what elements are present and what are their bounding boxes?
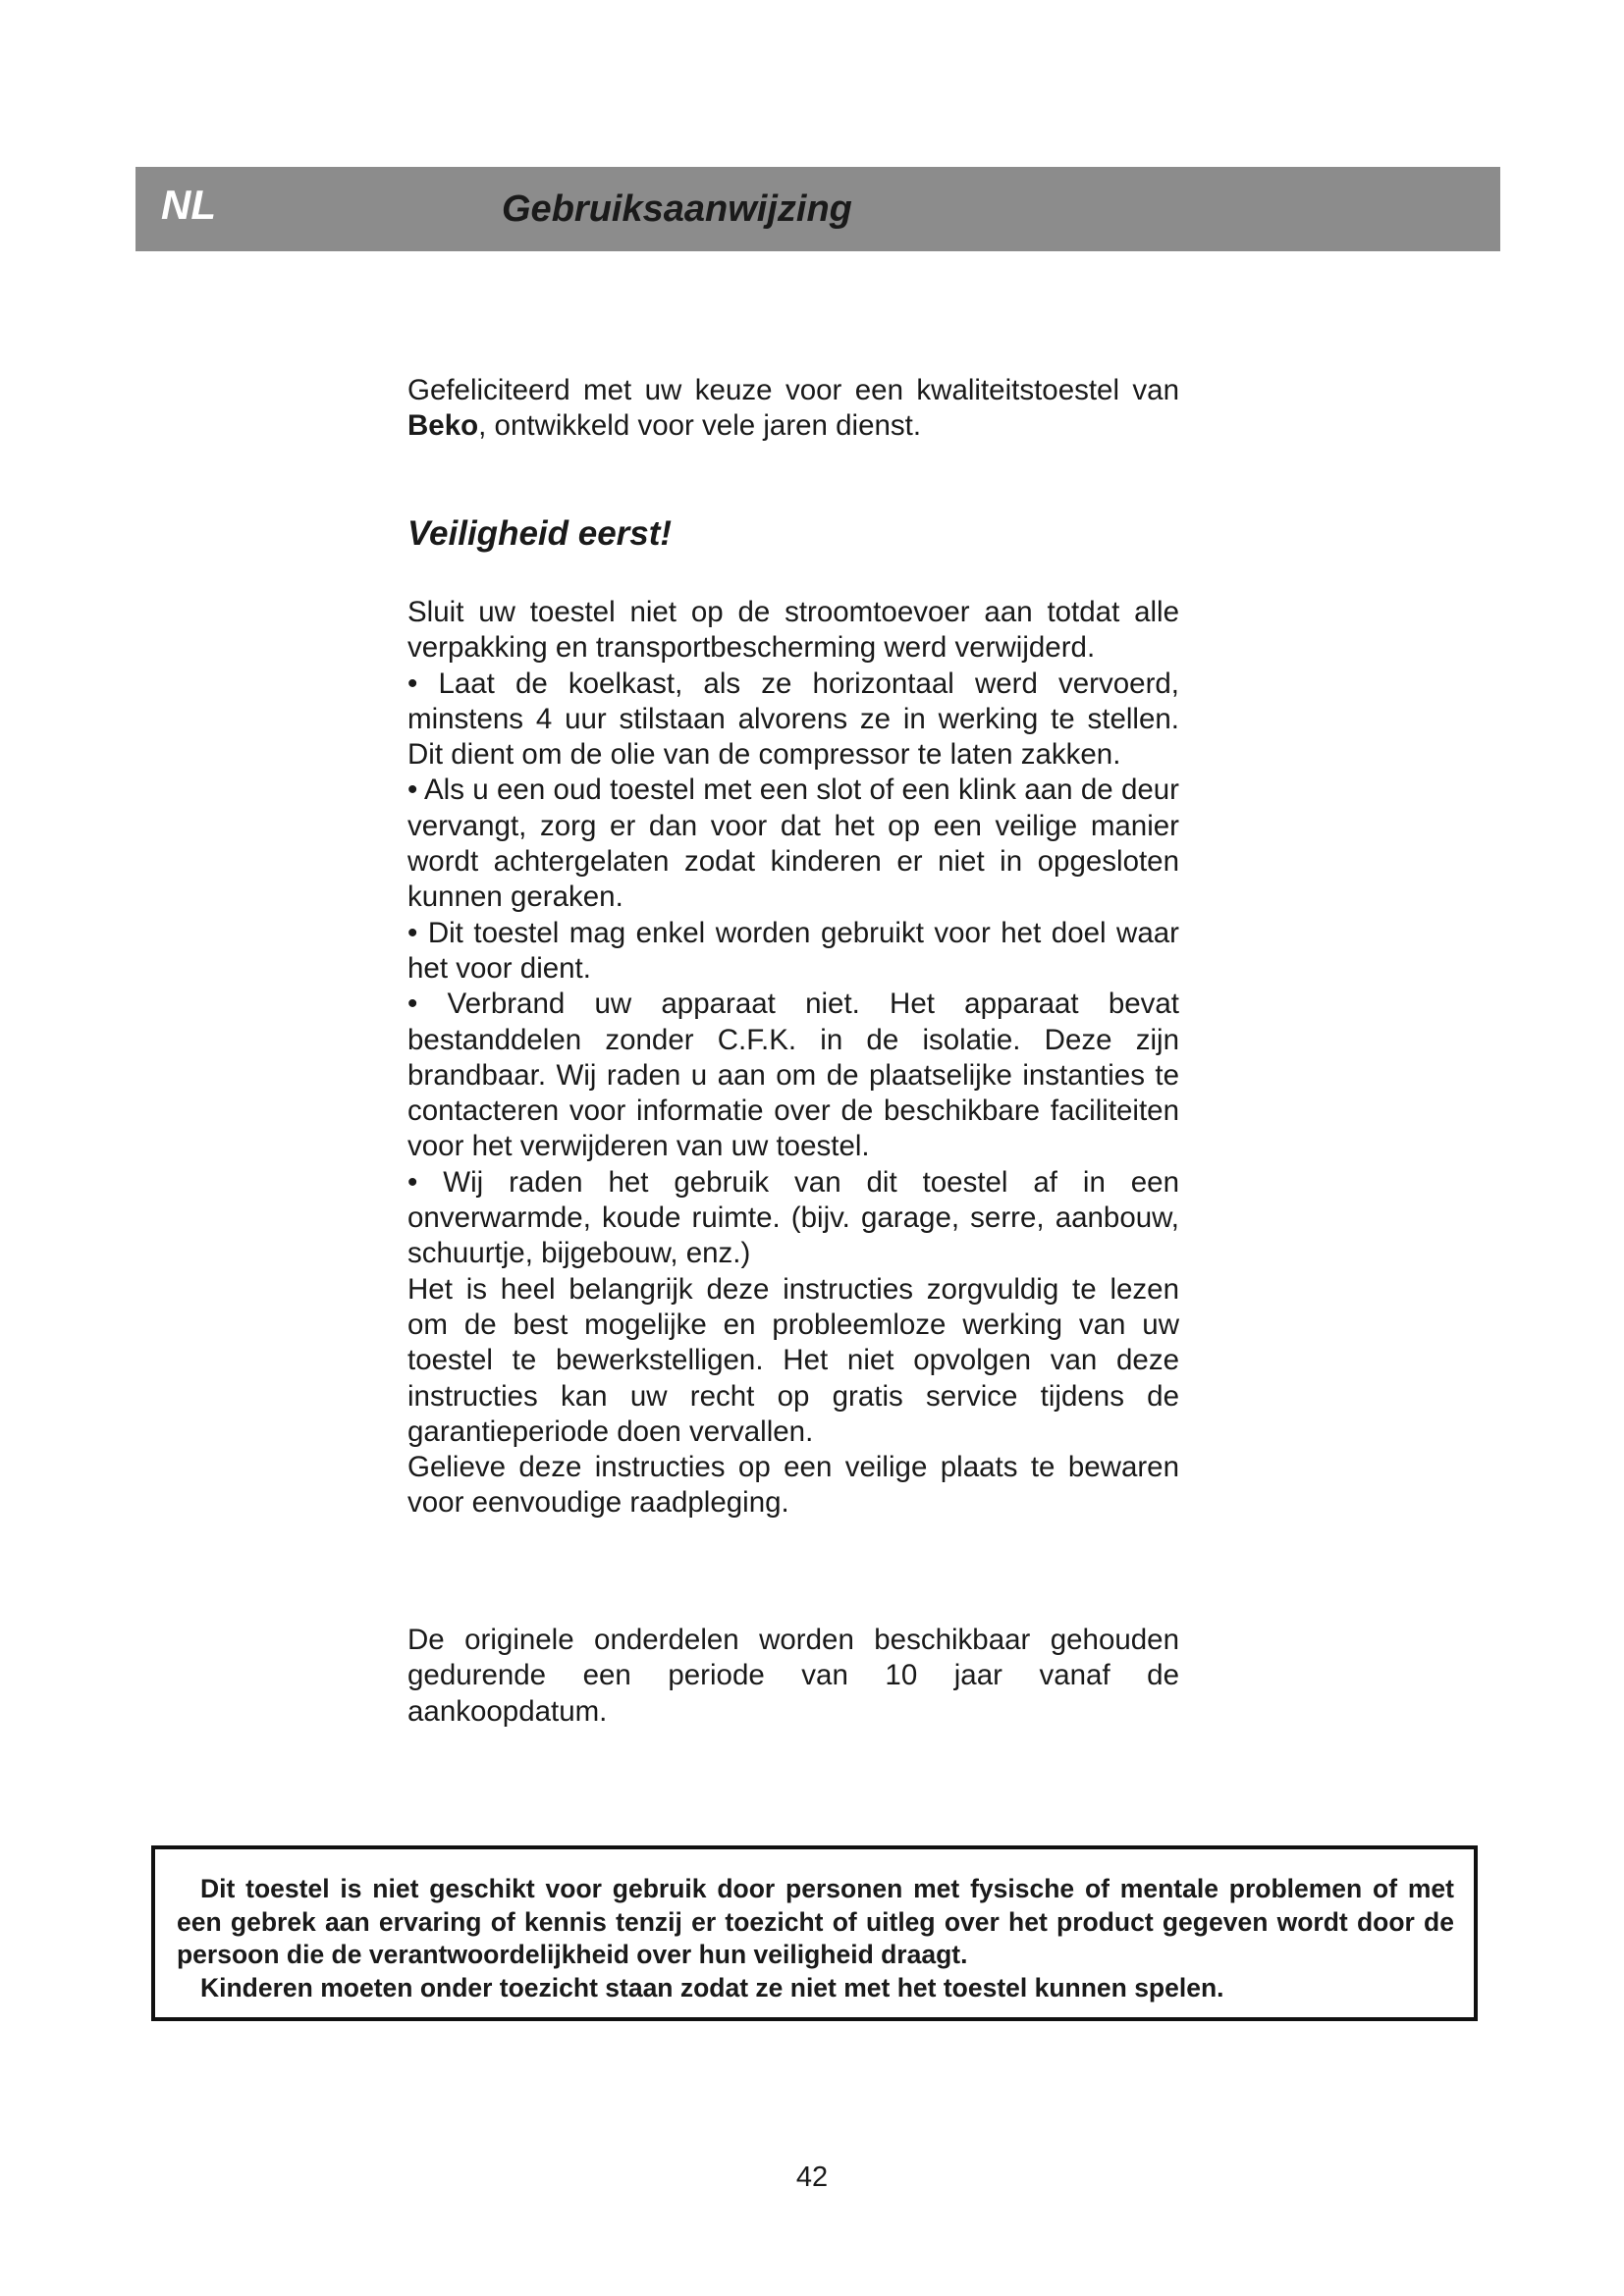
- storage-paragraph: Gelieve deze instructies op een veilige plaats te bewaren voor eenvoudige raadpleging.: [407, 1451, 1179, 1520]
- safety-bullet: • Dit toestel mag enkel worden gebruikt voor het doel waar het voor dient.: [407, 916, 1179, 985]
- intro-text-before: Gefeliciteerd met uw keuze voor een kwaliteitstoestel van: [407, 374, 1179, 406]
- safety-bullet: • Verbrand uw apparaat niet. Het apparaat bevat bestanddelen zonder C.F.K. in de isolatie. Deze zijn brandbaar. Wij raden u aan om de plaatselijke instanties te contacteren voor informatie over de beschikbare faciliteiten voor het verwijderen van uw toestel.: [407, 988, 1179, 1163]
- intro-paragraph: [407, 373, 1179, 445]
- brand-name: Beko: [407, 409, 479, 443]
- language-code: NL: [161, 182, 216, 228]
- safety-bullet: • Wij raden het gebruik van dit toestel af in een onverwarmde, koude ruimte. (bijv. garage, serre, aanbouw, schuurtje, bijgebouw, enz.): [407, 1165, 1179, 1270]
- instructions-paragraph: Het is heel belangrijk deze instructies zorgvuldig te lezen om de best mogelijke en probleemloze werking van uw toestel te bewerkstelligen. Het niet opvolgen van deze instructies kan uw recht op gratis service tijdens de garantieperiode doen vervallen.: [407, 1272, 1179, 1448]
- children-warning-text: Kinderen moeten onder toezicht staan zodat ze niet met het toestel kunnen spelen.: [200, 1972, 1224, 2002]
- page-title: Gebruiksaanwijzing: [502, 188, 852, 230]
- intro-text-after: , ontwikkeld voor vele jaren dienst.: [478, 409, 922, 443]
- safety-heading: Veiligheid eerst!: [407, 514, 673, 553]
- main-content: [407, 373, 1179, 1728]
- header-bar: [135, 167, 1500, 251]
- page-number: 42: [795, 2162, 829, 2193]
- safety-section: [407, 595, 1179, 1522]
- safety-bullet: • Als u een oud toestel met een slot of een klink aan de deur vervangt, zorg er dan voor dat het op een veilige manier wordt achtergelaten zodat kinderen er niet in opgesloten kunnen geraken.: [407, 774, 1179, 914]
- safety-bullet: • Laat de koelkast, als ze horizontaal werd vervoerd, minstens 4 uur stilstaan alvorens ze in werking te stellen. Dit dient om de olie van de compressor te laten zakken.: [407, 667, 1179, 772]
- spare-parts-paragraph: De originele onderdelen worden beschikbaar gehouden gedurende een periode van 10 jaar vanaf de aankoopdatum.: [407, 1624, 1179, 1728]
- warning-text: Dit toestel is niet geschikt voor gebruik door personen met fysische of mentale problemen of met een gebrek aan ervaring of kennis tenzij er toezicht of uitleg over het product gegeven wordt door de persoon die de verantwoordelijkheid over hun veiligheid draagt.: [177, 1874, 1454, 1969]
- warning-box: [151, 1845, 1478, 2021]
- safety-paragraph: Sluit uw toestel niet op de stroomtoevoer aan totdat alle verpakking en transportbescherming werd verwijderd.: [407, 596, 1179, 665]
